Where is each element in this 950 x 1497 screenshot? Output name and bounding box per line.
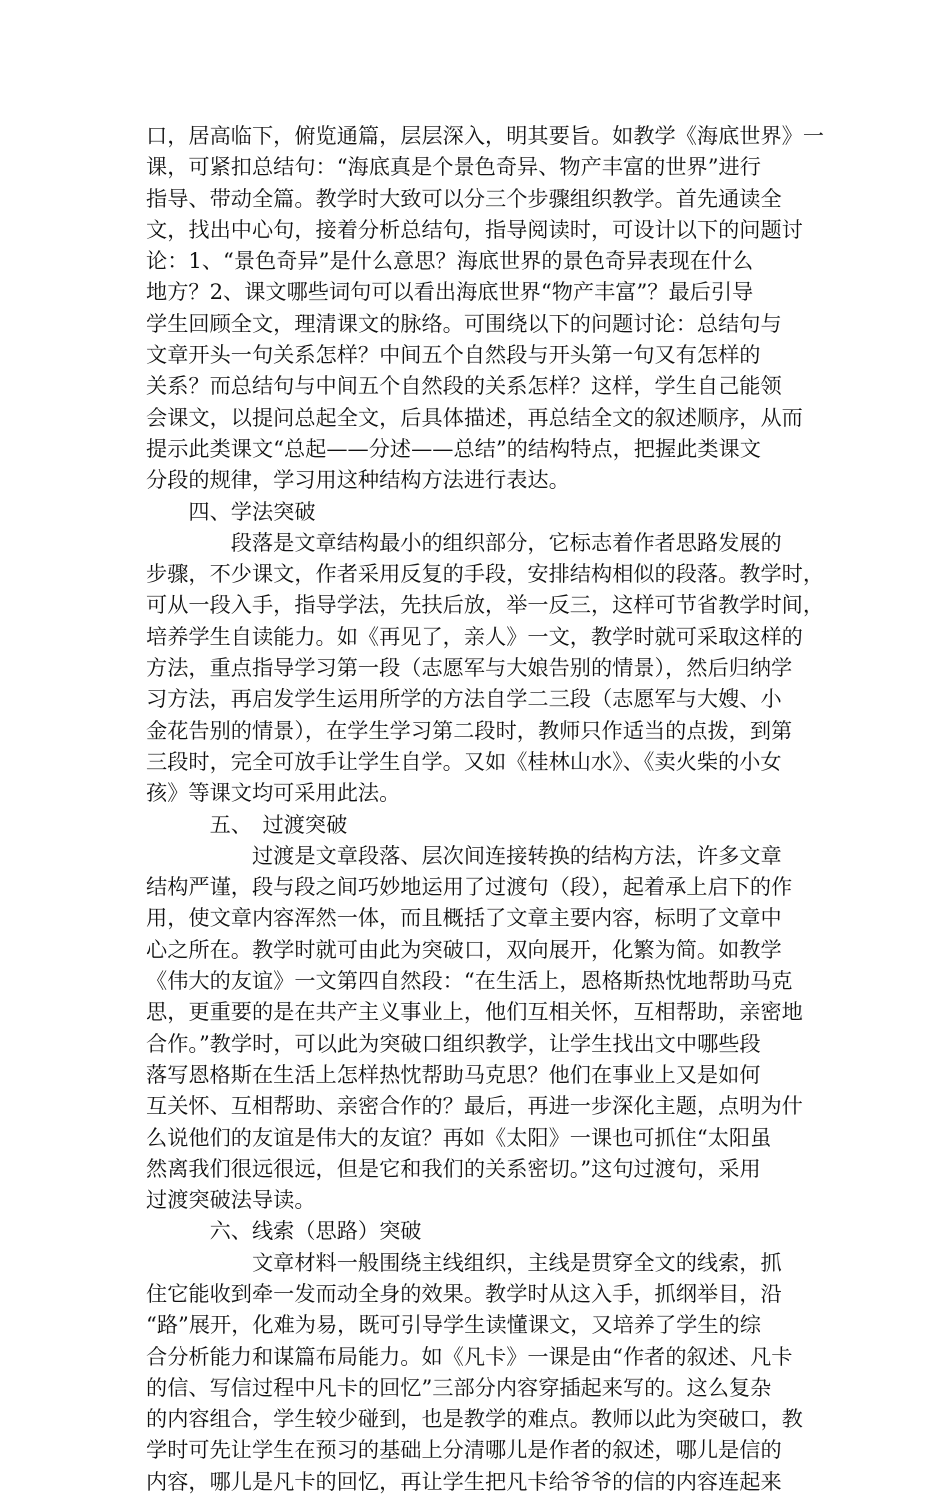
text-line: 论：1、“景色奇异”是什么意思？海底世界的景色奇异表现在什么 xyxy=(146,248,754,274)
text-line: 习方法，再启发学生运用所学的方法自学二三段（志愿军与大嫂、小 xyxy=(146,686,782,712)
text-line: 过渡突破法导读。 xyxy=(146,1187,316,1213)
text-line: 四、学法突破 xyxy=(146,498,316,524)
text-line: 课，可紧扣总结句：“海底真是个景色奇异、物产丰富的世界”进行 xyxy=(146,154,761,180)
text-line: 段落是文章结构最小的组织部分，它标志着作者思路发展的 xyxy=(146,529,782,555)
text-line: 可从一段入手，指导学法，先扶后放，举一反三，这样可节省教学时间， xyxy=(146,592,825,618)
text-line: 互关怀、互相帮助、亲密合作的？最后，再进一步深化主题，点明为什 xyxy=(146,1093,803,1119)
text-line: 六、线索（思路）突破 xyxy=(146,1218,422,1244)
text-line: 的信、写信过程中凡卡的回忆”三部分内容穿插起来写的。这么复杂 xyxy=(146,1374,772,1400)
text-line: 关系？而总结句与中间五个自然段的关系怎样？这样，学生自己能领 xyxy=(146,373,782,399)
text-line: 学生回顾全文，理清课文的脉络。可围绕以下的问题讨论：总结句与 xyxy=(146,310,782,336)
text-line: 的内容组合，学生较少碰到，也是教学的难点。教师以此为突破口，教 xyxy=(146,1406,803,1432)
text-line: 地方？2、课文哪些词句可以看出海底世界“物产丰富”？最后引导 xyxy=(146,279,754,305)
text-line: 结构严谨，段与段之间巧妙地运用了过渡句（段），起着承上启下的作 xyxy=(146,874,793,900)
text-line: 提示此类课文“总起——分述——总结”的结构特点，把握此类课文 xyxy=(146,435,761,461)
text-line: 么说他们的友谊是伟大的友谊？再如《太阳》一课也可抓住“太阳虽 xyxy=(146,1124,772,1150)
text-line: 文，找出中心句，接着分析总结句，指导阅读时，可设计以下的问题讨 xyxy=(146,216,803,242)
text-line: 培养学生自读能力。如《再见了，亲人》一文，教学时就可采取这样的 xyxy=(146,623,803,649)
text-line: 步骤，不少课文，作者采用反复的手段，安排结构相似的段落。教学时， xyxy=(146,561,825,587)
text-line: 落写恩格斯在生活上怎样热忱帮助马克思？他们在事业上又是如何 xyxy=(146,1061,761,1087)
text-line: “路”展开，化难为易，既可引导学生读懂课文，又培养了学生的综 xyxy=(146,1312,761,1338)
text-line: 内容，哪儿是凡卡的回忆，再让学生把凡卡给爷爷的信的内容连起来 xyxy=(146,1468,782,1494)
text-line: 心之所在。教学时就可由此为突破口，双向展开，化繁为简。如教学 xyxy=(146,936,782,962)
text-line: 孩》等课文均可采用此法。 xyxy=(146,780,401,806)
text-line: 用，使文章内容浑然一体，而且概括了文章主要内容，标明了文章中 xyxy=(146,905,782,931)
text-line: 思，更重要的是在共产主义事业上，他们互相关怀，互相帮助，亲密地 xyxy=(146,999,803,1025)
text-line: 文章材料一般围绕主线组织，主线是贯穿全文的线索，抓 xyxy=(146,1249,782,1275)
text-line: 金花告别的情景），在学生学习第二段时，教师只作适当的点拨，到第 xyxy=(146,717,793,743)
text-line: 会课文，以提问总起全文，后具体描述，再总结全文的叙述顺序，从而 xyxy=(146,404,803,430)
text-line: 合作。”教学时，可以此为突破口组织教学，让学生找出文中哪些段 xyxy=(146,1030,761,1056)
body-text xyxy=(146,120,826,1497)
text-line: 三段时，完全可放手让学生自学。又如《桂林山水》、《卖火柴的小女 xyxy=(146,748,782,774)
text-line: 然离我们很远很远，但是它和我们的关系密切。”这句过渡句，采用 xyxy=(146,1155,761,1181)
text-line: 口，居高临下，俯览通篇，层层深入，明其要旨。如教学《海底世界》一 xyxy=(146,123,825,148)
text-line: 住它能收到牵一发而动全身的效果。教学时从这入手，抓纲举目，沿 xyxy=(146,1280,782,1306)
text-line: 合分析能力和谋篇布局能力。如《凡卡》一课是由“作者的叙述、凡卡 xyxy=(146,1343,793,1369)
text-line: 方法，重点指导学习第一段（志愿军与大娘告别的情景），然后归纳学 xyxy=(146,655,793,681)
text-line: 文章开头一句关系怎样？中间五个自然段与开头第一句又有怎样的 xyxy=(146,342,761,368)
text-line: 《伟大的友谊》一文第四自然段：“在生活上，恩格斯热忱地帮助马克 xyxy=(146,968,793,994)
text-line: 五、 过渡突破 xyxy=(146,811,348,837)
text-line: 学时可先让学生在预习的基础上分清哪儿是作者的叙述，哪儿是信的 xyxy=(146,1437,782,1463)
text-line: 过渡是文章段落、层次间连接转换的结构方法，许多文章 xyxy=(146,842,782,868)
text-line: 指导、带动全篇。教学时大致可以分三个步骤组织教学。首先通读全 xyxy=(146,185,782,211)
text-line: 分段的规律，学习用这种结构方法进行表达。 xyxy=(146,467,570,493)
